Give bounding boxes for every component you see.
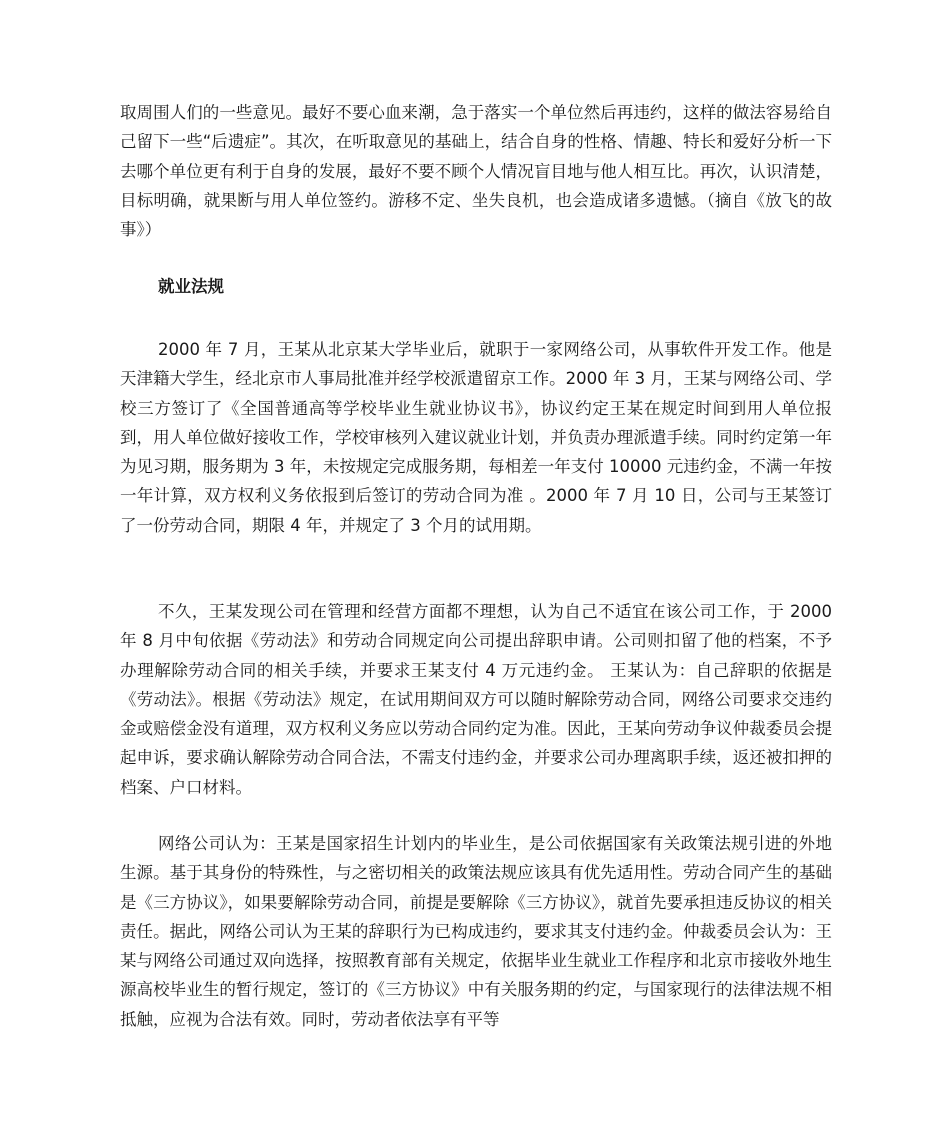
section-heading-employment-regulations: 就业法规	[158, 277, 224, 296]
paragraph-advice-continuation: 取周围人们的一些意见。最好不要心血来潮，急于落实一个单位然后再违约，这样的做法容易给自己留下一些“后遗症”。其次，在听取意见的基础上，结合自身的性格、情趣、特长和爱好分析一下去哪个单位更有利于自身的发展，最好不要不顾个人情况盲目地与他人相互比。再次，认识清楚，目标明确，就果断与用人单位签约。游移不定、坐失良机，也会造成诸多遗憾。（摘自《放飞的故事》）	[120, 103, 832, 240]
paragraph-resignation-dispute: 不久，王某发现公司在管理和经营方面都不理想，认为自己不适宜在该公司工作，于 2000 年 8 月中旬依据《劳动法》和劳动合同规定向公司提出辞职申请。公司则扣留了他的档案，不予办理解除劳动合同的相关手续，并要求王某支付 4 万元违约金。 王某认为：自己辞职的依据是《劳动法》。根据《劳动法》规定，在试用期间双方可以随时解除劳动合同，网络公司要求交违约金或赔偿金没有道理，双方权利义务应以劳动合同约定为准。因此，王某向劳动争议仲裁委员会提起申诉，要求确认解除劳动合同合法，不需支付违约金，并要求公司办理离职手续，返还被扣押的档案、户口材料。	[120, 602, 832, 797]
paragraph-company-position: 网络公司认为：王某是国家招生计划内的毕业生，是公司依据国家有关政策法规引进的外地生源。基于其身份的特殊性，与之密切相关的政策法规应该具有优先适用性。劳动合同产生的基础是《三方协议》，如果要解除劳动合同，前提是要解除《三方协议》，就首先要承担违反协议的相关责任。据此，网络公司认为王某的辞职行为已构成违约，要求其支付违约金。仲裁委员会认为：王某与网络公司通过双向选择，按照教育部有关规定，依据毕业生就业工作程序和北京市接收外地生源高校毕业生的暂行规定，签订的《三方协议》中有关服务期的约定，与国家现行的法律法规不相抵触，应视为合法有效。同时，劳动者依法享有平等	[120, 834, 832, 1029]
paragraph-case-background: 2000 年 7 月，王某从北京某大学毕业后，就职于一家网络公司，从事软件开发工作。他是天津籍大学生，经北京市人事局批准并经学校派遣留京工作。2000 年 3 月，王某与网络公司、学校三方签订了《全国普通高等学校毕业生就业协议书》，协议约定王某在规定时间到用人单位报到，用人单位做好接收工作，学校审核列入建议就业计划，并负责办理派遣手续。同时约定第一年为见习期，服务期为 3 年，未按规定完成服务期，每相差一年支付 10000 元违约金，不满一年按一年计算，双方权利义务依报到后签订的劳动合同为准 。2000 年 7 月 10 日，公司与王某签订了一份劳动合同，期限 4 年，并规定了 3 个月的试用期。	[120, 340, 832, 535]
